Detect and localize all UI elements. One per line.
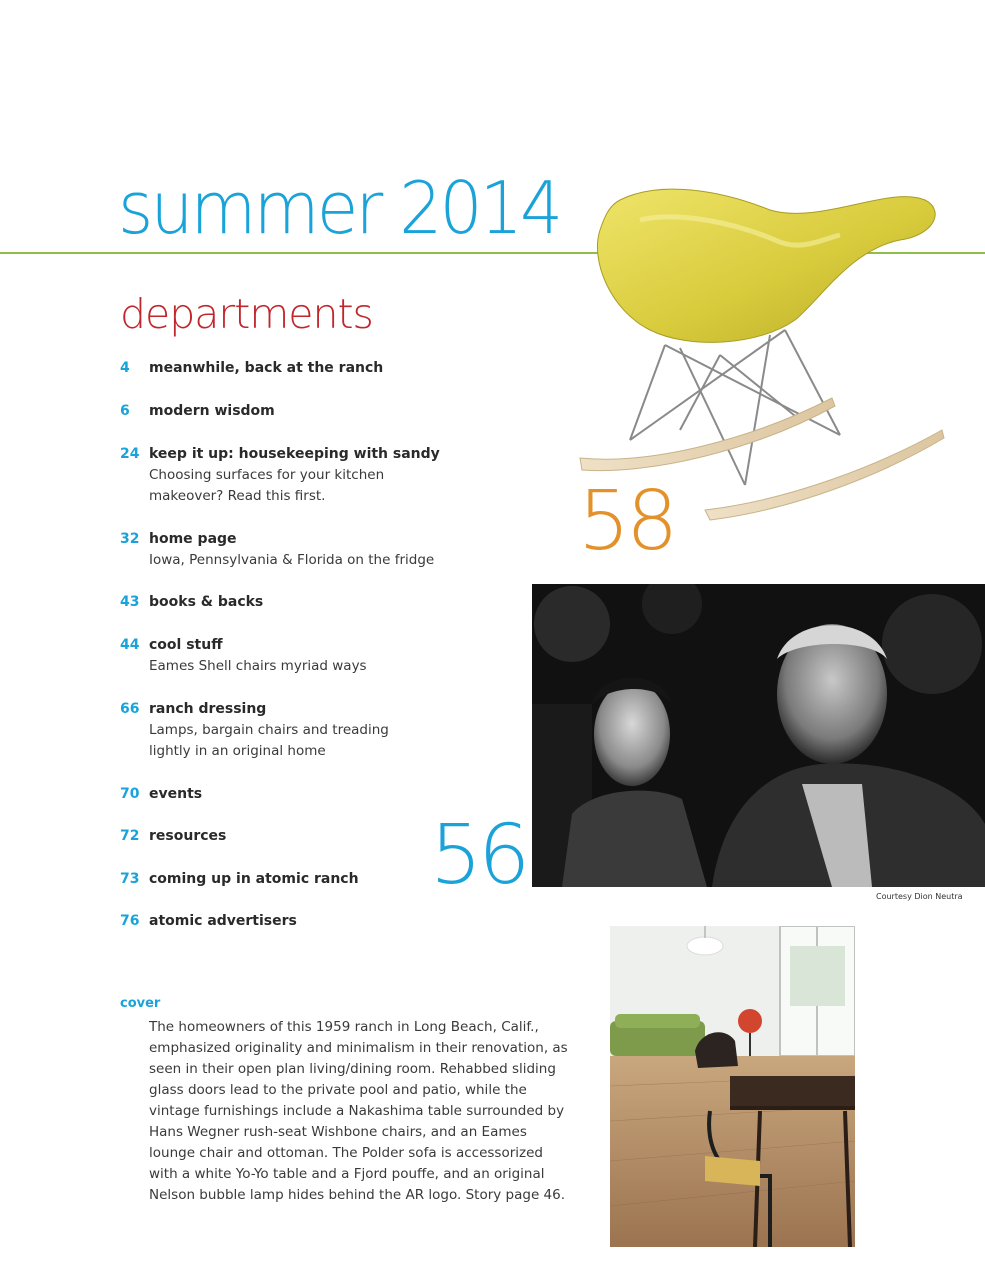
- neutra-portrait-photo: [532, 584, 985, 887]
- toc-title: keep it up: housekeeping with sandy: [149, 446, 440, 462]
- toc-title: events: [149, 786, 203, 802]
- toc-title: ranch dressing: [149, 701, 267, 717]
- toc-title: books & backs: [149, 594, 264, 610]
- toc-page-number: 73: [120, 871, 140, 887]
- toc-page-number: 76: [120, 913, 140, 929]
- feature-page-56[interactable]: 56: [430, 808, 527, 903]
- toc-page-number: 43: [120, 594, 140, 610]
- cover-label: cover: [120, 996, 161, 1011]
- departments-heading: departments: [120, 290, 373, 338]
- toc-title: atomic advertisers: [149, 913, 297, 929]
- toc-page-number: 6: [120, 403, 130, 419]
- toc-page-number: 4: [120, 360, 130, 376]
- toc-page-number: 24: [120, 446, 140, 462]
- toc-page-number: 72: [120, 828, 140, 844]
- toc-title: cool stuff: [149, 637, 223, 653]
- toc-title: home page: [149, 531, 237, 547]
- living-room-cover-photo: [610, 926, 855, 1247]
- toc-page-number: 32: [120, 531, 140, 547]
- cover-description: The homeowners of this 1959 ranch in Long Beach, Calif., emphasized originality and minimalism in their renovation, as seen in their open plan living/dining room. Rehabbed sliding glass doors lead to the private pool and patio, while the vintage furnishings include a Nakashima table surrounded by Hans Wegner rush-seat Wishbone chairs, and an Eames lounge chair and ottoman. The Polder sofa is accessorized with a white Yo-Yo table and a Fjord pouffe, and an original Nelson bubble lamp hides behind the AR logo. Story page 46.: [149, 1019, 568, 1203]
- toc-title: modern wisdom: [149, 403, 275, 419]
- photo-credit: Courtesy Dion Neutra: [876, 892, 963, 901]
- feature-page-58[interactable]: 58: [578, 474, 675, 569]
- toc-page-number: 70: [120, 786, 140, 802]
- toc-page-number: 66: [120, 701, 140, 717]
- toc-title: coming up in atomic ranch: [149, 871, 359, 887]
- toc-description: Lamps, bargain chairs and treading lightly in an original home: [149, 722, 389, 759]
- toc-page-number: 44: [120, 637, 140, 653]
- issue-title: summer 2014: [118, 166, 561, 250]
- toc-description: Choosing surfaces for your kitchen makeover? Read this first.: [149, 467, 385, 504]
- toc-title: meanwhile, back at the ranch: [149, 360, 384, 376]
- toc-description: Iowa, Pennsylvania & Florida on the fridge: [149, 552, 435, 568]
- toc-title: resources: [149, 828, 227, 844]
- toc-description: Eames Shell chairs myriad ways: [149, 658, 367, 674]
